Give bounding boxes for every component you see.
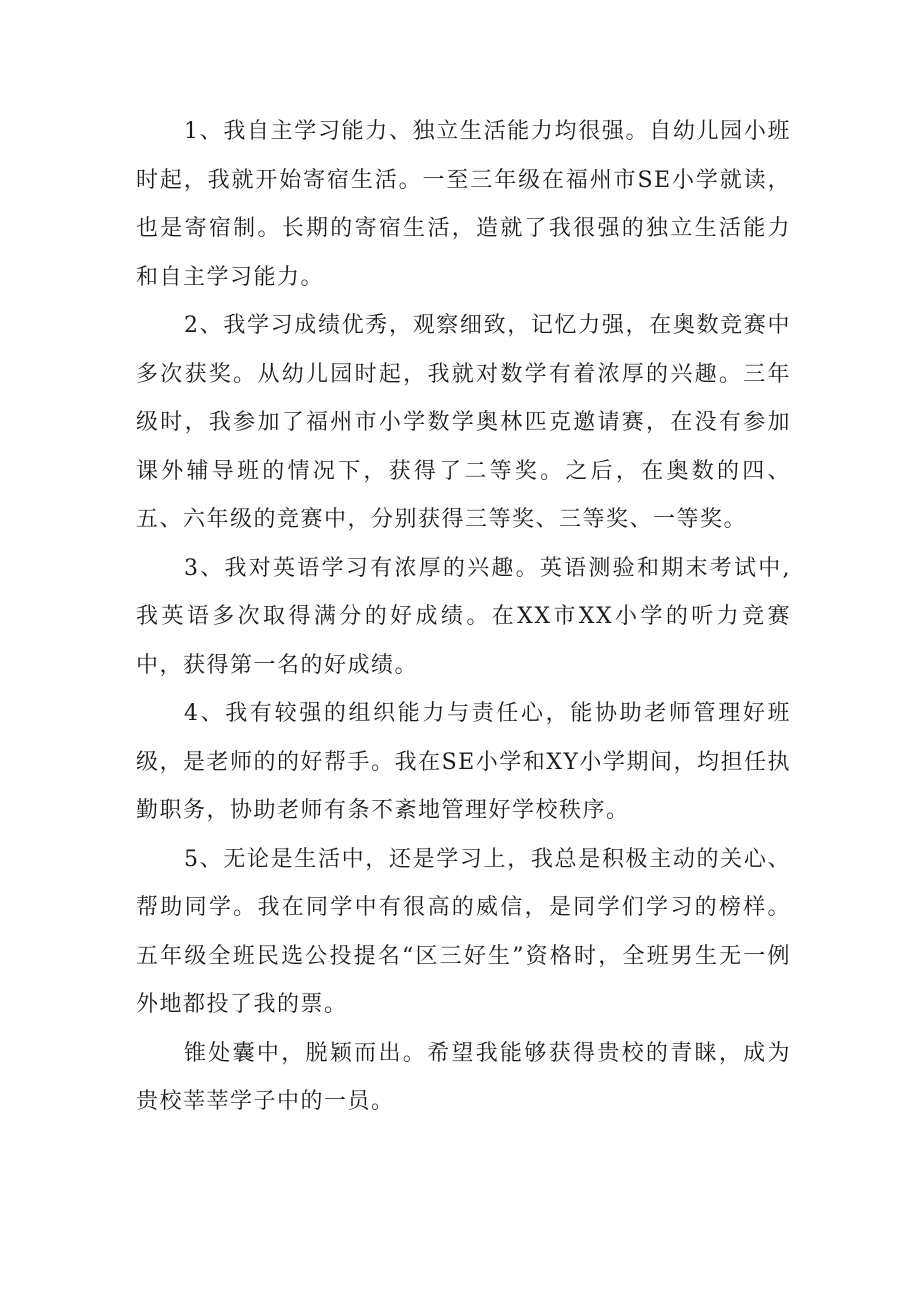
paragraph-math-achievements: 2、我学习成绩优秀，观察细致，记忆力强，在奥数竞赛中多次获奖。从幼儿园时起，我就对数学有着浓厚的兴趣。三年级时，我参加了福州市小学数学奥林匹克邀请赛，在没有参加课外辅导班的情况下，获得了二等奖。之后，在奥数的四、五、六年级的竞赛中，分别获得三等奖、三等奖、一等奖。 — [136, 313, 791, 532]
paragraph-english-achievements: 3、我对英语学习有浓厚的兴趣。英语测验和期末考试中,我英语多次取得满分的好成绩。在XX市XX小学的听力竞赛中，获得第一名的好成绩。 — [136, 555, 791, 678]
paragraph-helping-classmates: 5、无论是生活中，还是学习上，我总是积极主动的关心、帮助同学。我在同学中有很高的威信，是同学们学习的榜样。五年级全班民选公投提名“区三好生”资格时，全班男生无一例外地都投了我的票。 — [136, 846, 791, 1017]
paragraph-closing: 锥处囊中，脱颖而出。希望我能够获得贵校的青睐，成为贵校莘莘学子中的一员。 — [136, 1040, 791, 1114]
document-body — [136, 108, 791, 1127]
paragraph-leadership: 4、我有较强的组织能力与责任心，能协助老师管理好班级，是老师的的好帮手。我在SE小学和XY小学期间，均担任执勤职务，协助老师有条不紊地管理好学校秩序。 — [136, 701, 791, 823]
paragraph-self-study: 1、我自主学习能力、独立生活能力均很强。自幼儿园小班时起，我就开始寄宿生活。一至三年级在福州市SE小学就读，也是寄宿制。长期的寄宿生活，造就了我很强的独立生活能力和自主学习能力。 — [136, 119, 791, 290]
